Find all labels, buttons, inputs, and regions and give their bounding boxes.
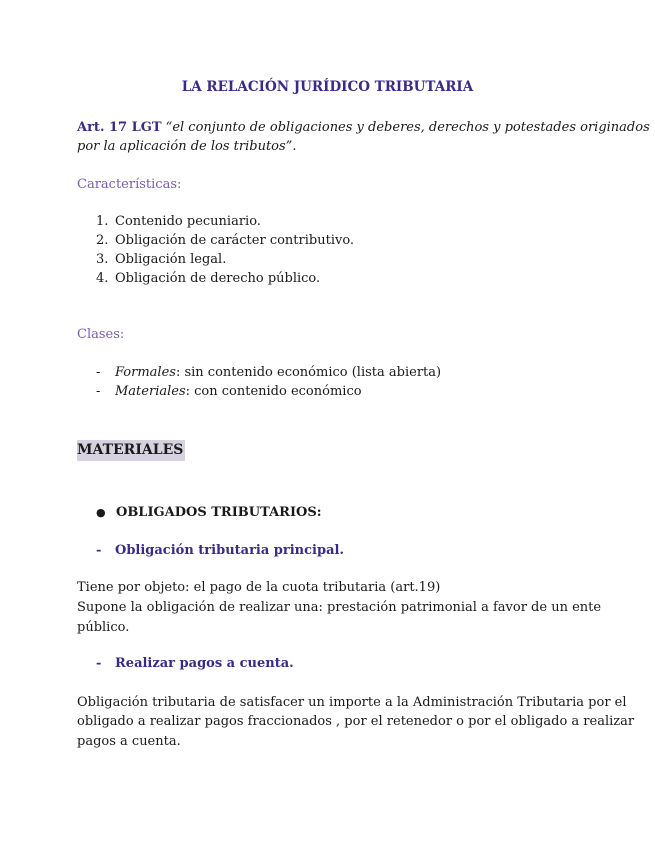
principal-line-3: público. bbox=[77, 620, 130, 635]
materiales-heading: MATERIALES bbox=[77, 440, 185, 461]
list-text: Obligación legal. bbox=[115, 252, 227, 267]
clase-item-formales bbox=[96, 365, 441, 380]
pagos-heading: Realizar pagos a cuenta. bbox=[115, 656, 294, 671]
article-quote-2: por la aplicación de los tributos”. bbox=[77, 139, 297, 154]
list-text: Contenido pecuniario. bbox=[115, 214, 261, 229]
clase-text: : sin contenido económico (lista abierta) bbox=[175, 365, 442, 380]
caracteristica-item-2 bbox=[96, 233, 354, 248]
clase-item-materiales bbox=[96, 384, 362, 399]
list-number: 3. bbox=[96, 252, 109, 267]
caracteristica-item-4 bbox=[96, 271, 320, 286]
clase-term: Materiales bbox=[115, 384, 186, 399]
list-number: 1. bbox=[96, 214, 109, 229]
clases-heading: Clases: bbox=[77, 327, 125, 342]
article-quote-1: “el conjunto de obligaciones y deberes, derechos y potestades originados bbox=[165, 120, 650, 135]
caracteristica-item-1 bbox=[96, 214, 261, 229]
principal-line-2: Supone la obligación de realizar una: prestación patrimonial a favor de un ente bbox=[77, 600, 602, 615]
principal-heading: Obligación tributaria principal. bbox=[115, 543, 344, 558]
obligados-heading: OBLIGADOS TRIBUTARIOS: bbox=[116, 505, 322, 520]
pagos-line-3: pagos a cuenta. bbox=[77, 734, 181, 749]
list-text: Obligación de carácter contributivo. bbox=[115, 233, 355, 248]
list-number: 4. bbox=[96, 271, 109, 286]
article-ref: Art. 17 LGT bbox=[77, 120, 162, 135]
clase-term: Formales bbox=[115, 365, 176, 380]
dash-marker: - bbox=[96, 365, 101, 380]
page-title: LA RELACIÓN JURÍDICO TRIBUTARIA bbox=[181, 79, 474, 95]
pagos-heading-item bbox=[96, 656, 294, 671]
caracteristicas-heading: Características: bbox=[77, 177, 182, 192]
dash-marker: - bbox=[96, 543, 102, 558]
article-line-1 bbox=[77, 120, 650, 135]
list-text: Obligación de derecho público. bbox=[115, 271, 321, 286]
pagos-line-1: Obligación tributaria de satisfacer un importe a la Administración Tributaria por el bbox=[77, 695, 627, 710]
dash-marker: - bbox=[96, 384, 101, 399]
principal-line-1: Tiene por objeto: el pago de la cuota tributaria (art.19) bbox=[77, 580, 441, 595]
bullet-icon: ● bbox=[96, 506, 106, 519]
obligados-bullet-item bbox=[96, 505, 322, 520]
principal-heading-item bbox=[96, 543, 344, 558]
clase-text: : con contenido económico bbox=[185, 384, 362, 399]
list-number: 2. bbox=[96, 233, 109, 248]
dash-marker: - bbox=[96, 656, 102, 671]
caracteristica-item-3 bbox=[96, 252, 226, 267]
pagos-line-2: obligado a realizar pagos fraccionados , por el retenedor o por el obligado a realizar bbox=[77, 714, 635, 729]
